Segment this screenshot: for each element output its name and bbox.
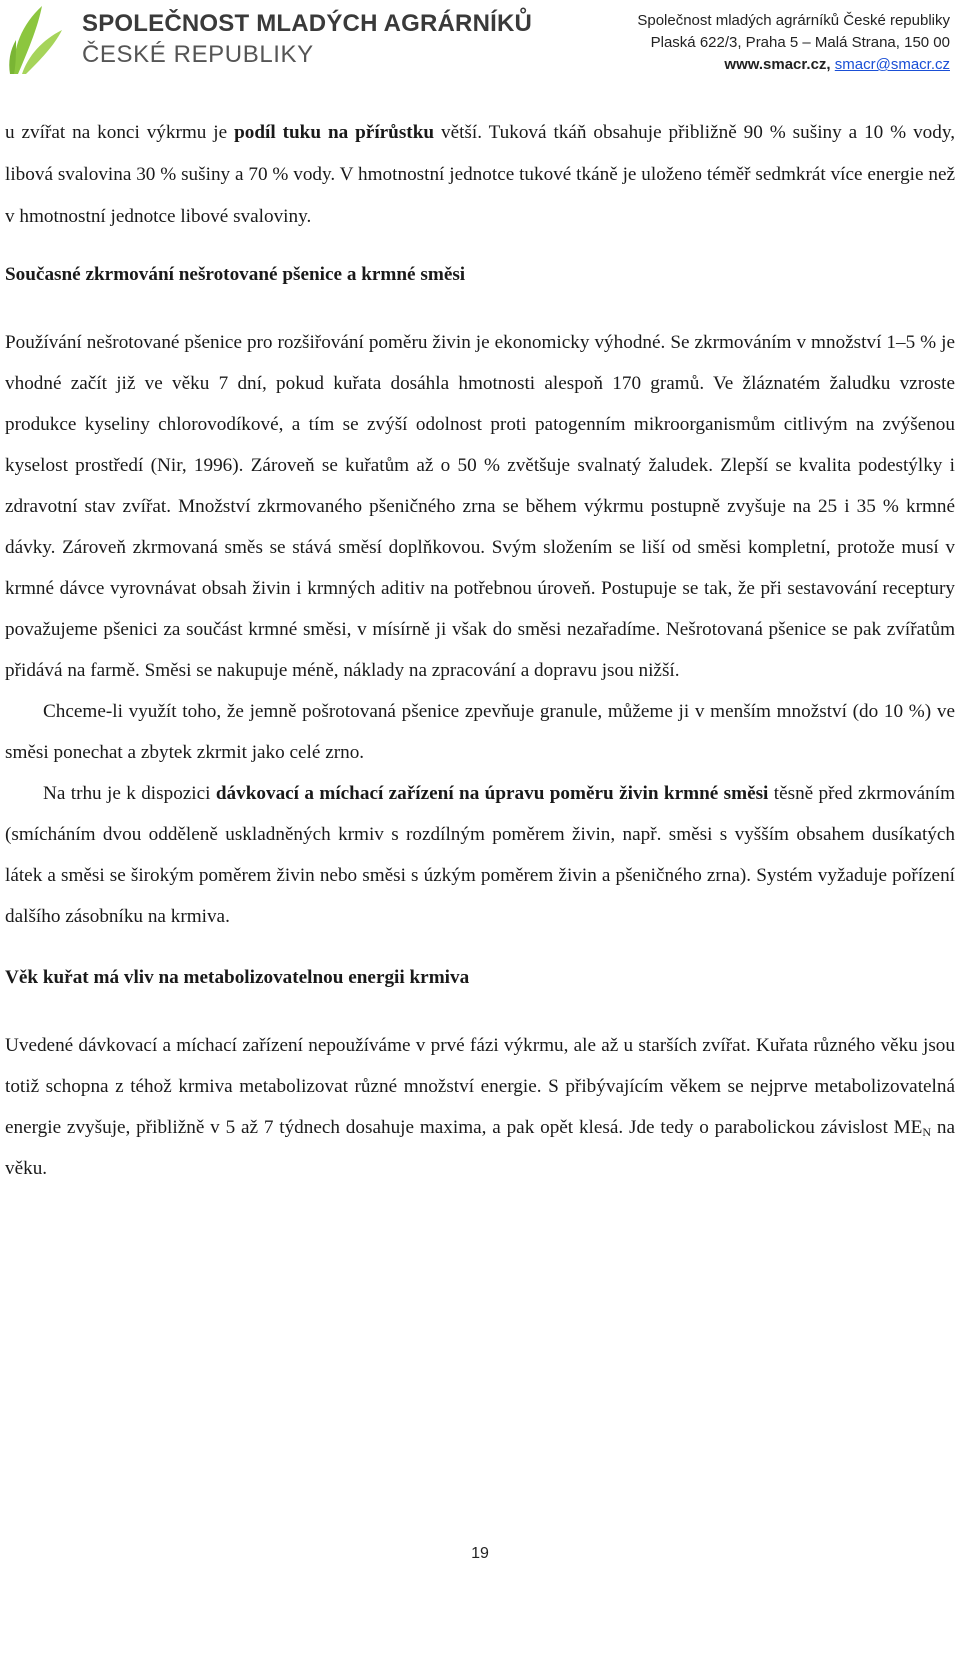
organization-name: SPOLEČNOST MLADÝCH AGRÁRNÍKŮ	[82, 10, 533, 37]
text-run: Na trhu je k dispozici	[43, 783, 216, 804]
wheat-leaf-logo-icon	[8, 4, 66, 76]
contact-address: Plaská 622/3, Praha 5 – Malá Strana, 150 00	[650, 34, 950, 51]
paragraph-granules: Chceme-li využít toho, že jemně pošrotovaná pšenice zpevňuje granule, můžeme ji v menším množství (do 10 %) ve směsi ponechat a zbytek zkrmit jako celé zrno.	[5, 701, 955, 763]
page-number: 19	[471, 1545, 489, 1562]
section-heading: Věk kuřat má vliv na metabolizovatelnou energii krmiva	[5, 967, 470, 988]
bold-phrase: podíl tuku na přírůstku	[234, 122, 435, 143]
subscript: N	[922, 1125, 932, 1139]
text-run: u zvířat na konci výkrmu je	[5, 122, 235, 143]
website-link[interactable]: www.smacr.cz,	[724, 56, 831, 73]
bold-phrase: dávkovací a míchací zařízení na úpravu poměru živin krmné směsi	[215, 783, 769, 804]
paragraph-wheat-feeding: Používání nešrotované pšenice pro rozšiřování poměru živin je ekonomicky výhodné. Se zkrmováním v množství 1–5 % je vhodné začít již ve věku 7 dní, pokud kuřata dosáhla hmotnosti alespoň 170 gramů. Ve žláznatém žaludku vzroste produkce kyseliny chlorovodíkové, a tím se zvýší odolnost proti patogenním mikroorganismům citlivým na zvýšenou kyselost prostředí (Nir, 1996). Zároveň se kuřatům až o 50 % zvětšuje svalnatý žaludek. Zlepší se kvalita podestýlky i zdravotní stav zvířat. Množství zkrmovaného pšeničného zrna se během výkrmu postupně zvyšuje na 25 i 35 % krmné dávky. Zároveň zkrmovaná směs se stává směsí doplňkovou. Svým složením se liší od směsi kompletní, protože musí v krmné dávce vyrovnávat obsah živin i krmných aditiv na potřebnou úroveň. Postupuje se tak, že při sestavování receptury považujeme pšenici za součást krmné směsi, v mísírně ji však do směsi nezařadíme. Nešrotovaná pšenice se pak zvířatům přidává na farmě. Směsi se nakupuje méně, náklady na zpracování a dopravu jsou nižší.	[5, 332, 955, 681]
contact-links	[637, 54, 950, 76]
text-run: větší. Tuková tkáň obsahuje přibližně 90 % sušiny a 10 % vody, libová svalovina 30 % sušiny a 70 % vody. V hmotnostní jednotce tukové tkáně je uloženo téměř sedmkrát více energie než v hmotnostní jednotce libové svaloviny.	[5, 122, 956, 227]
paragraph-fat-tissue	[5, 112, 955, 238]
contact-block	[637, 10, 950, 76]
paragraph-dosing-equipment	[5, 773, 955, 937]
text-run: na věku.	[5, 1117, 955, 1179]
section-heading: Současné zkrmování nešrotované pšenice a krmné směsi	[5, 264, 466, 285]
letterhead	[0, 0, 960, 80]
email-link[interactable]: smacr@smacr.cz	[834, 56, 950, 73]
text-run: těsně před zkrmováním (smícháním dvou odděleně uskladněných krmiv s rozdílným poměrem živin, např. směsi s vyšším obsahem dusíkatých látek a směsi se širokým poměrem živin nebo směsi s úzkým poměrem živin a pšeničného zrna). Systém vyžaduje pořízení dalšího zásobníku na krmiva.	[5, 783, 955, 927]
text-run: Uvedené dávkovací a míchací zařízení nepoužíváme v prvé fázi výkrmu, ale až u starších zvířat. Kuřata různého věku jsou totiž schopna z téhož krmiva metabolizovat různé množství energie. S přibývajícím věkem se nejprve metabolizovatelná energie zvyšuje, přibližně v 5 až 7 týdnech dosahuje maxima, a pak opět klesá. Jde tedy o parabolickou závislost ME	[5, 1035, 955, 1138]
document-body	[5, 112, 955, 1189]
organization-subname: ČESKÉ REPUBLIKY	[82, 41, 314, 68]
contact-organization: Společnost mladých agrárníků České republiky	[637, 12, 950, 29]
paragraph-age-energy	[5, 1025, 955, 1189]
